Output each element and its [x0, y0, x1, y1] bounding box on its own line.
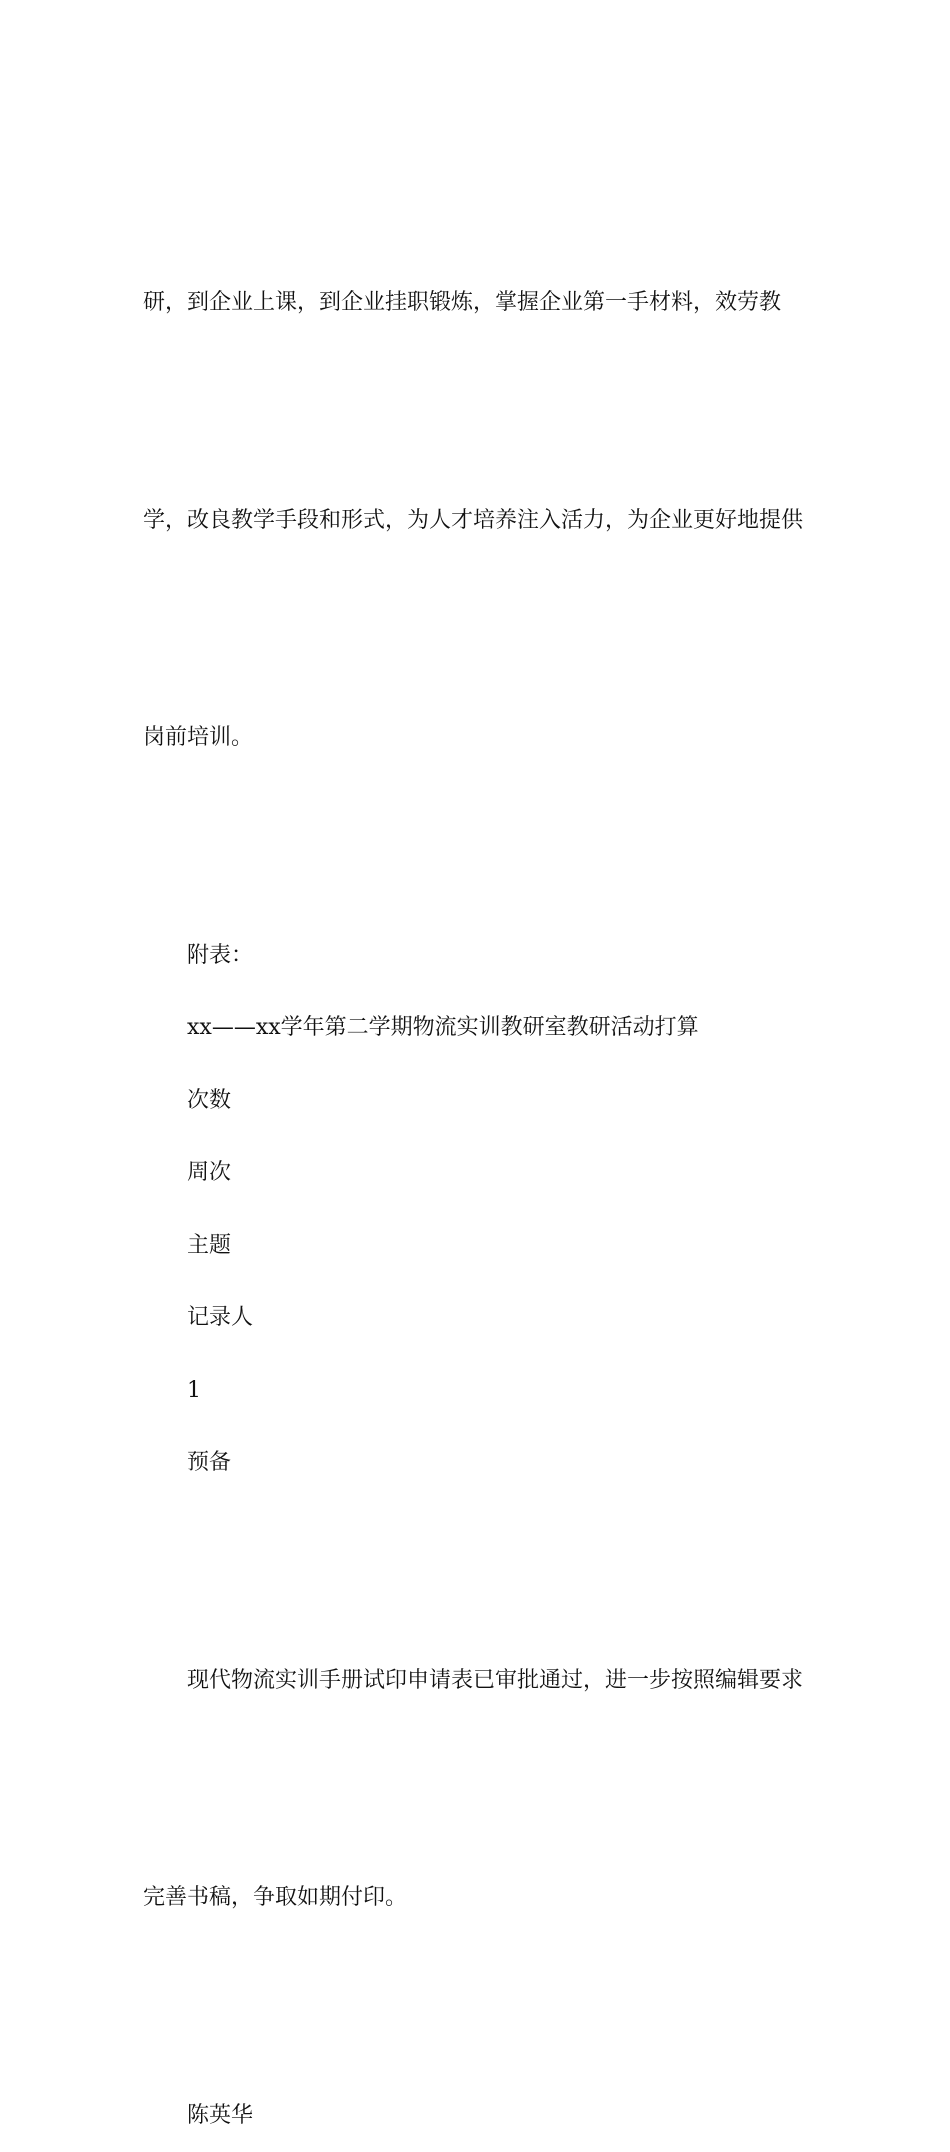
document-body — [143, 122, 798, 2152]
intro-paragraph — [143, 122, 798, 920]
text-line: 岗前培训。 — [143, 702, 798, 775]
column-header-week: 周次 — [143, 1137, 798, 1210]
text-line: 研，到企业上课，到企业挂职锻炼，掌握企业第一手材料，效劳教 — [143, 267, 798, 340]
text-line: 学，改良教学手段和形式，为人才培养注入活力，为企业更好地提供 — [143, 485, 798, 558]
appendix-label: 附表： — [143, 920, 798, 993]
column-header-count: 次数 — [143, 1065, 798, 1138]
row-topic — [143, 1500, 798, 2080]
column-header-topic: 主题 — [143, 1210, 798, 1283]
text-line: 现代物流实训手册试印申请表已审批通过，进一步按照编辑要求 — [143, 1645, 798, 1718]
table-title: xx——xx学年第二学期物流实训教研室教研活动打算 — [143, 992, 798, 1065]
row-week: 预备 — [143, 1427, 798, 1500]
column-header-recorder: 记录人 — [143, 1282, 798, 1355]
row-number: 1 — [143, 1355, 798, 1428]
text-line: 完善书稿，争取如期付印。 — [99, 1862, 798, 1935]
row-recorder: 陈英华 — [143, 2080, 798, 2152]
